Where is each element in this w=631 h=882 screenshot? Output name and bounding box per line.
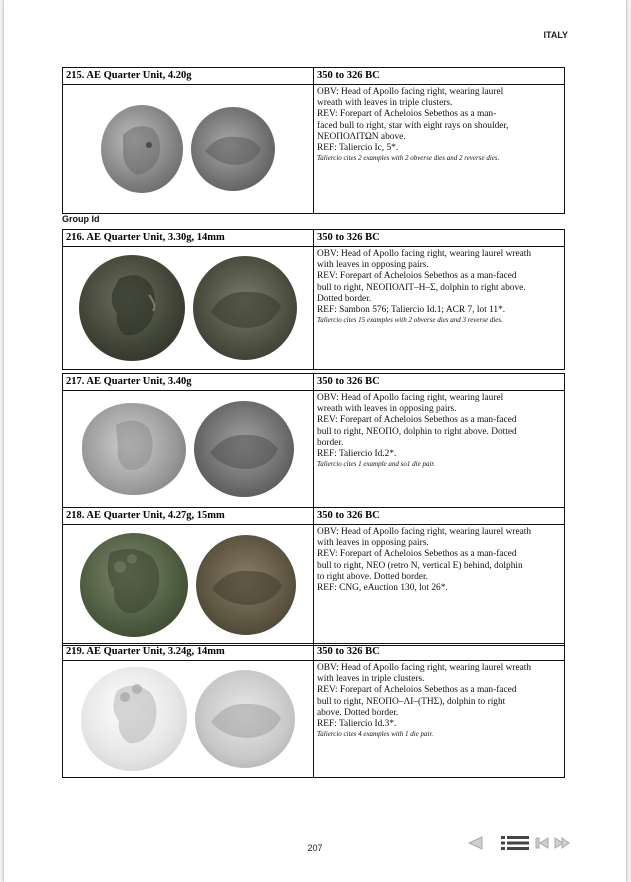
description-line: REV: Forepart of Acheloios Sebethos as a man-faced bbox=[317, 685, 517, 696]
reverse-coin-image bbox=[191, 107, 275, 191]
description-line: REF: Taliercio Id.3*. bbox=[317, 719, 397, 730]
die-note: Taliercio cites 4 examples with 1 die pair. bbox=[317, 730, 434, 739]
arrow-back-icon bbox=[534, 835, 550, 851]
description-line: REF: Taliercio Ic, 5*. bbox=[317, 143, 399, 154]
description-line: with leaves in triple clusters. bbox=[317, 674, 425, 685]
coin-date: 350 to 326 BC bbox=[317, 510, 380, 521]
description-line: REV: Forepart of Acheloios Sebethos as a man- bbox=[317, 109, 497, 120]
forward-button[interactable] bbox=[553, 835, 571, 851]
description-line: OBV: Head of Apollo facing right, wearing laurel wreath bbox=[317, 663, 532, 673]
obverse-coin-image bbox=[80, 533, 188, 637]
coin-description bbox=[314, 247, 564, 369]
reverse-coin-image bbox=[195, 670, 295, 768]
catalog-page bbox=[4, 0, 626, 882]
obverse-coin-image bbox=[79, 255, 185, 361]
coin-entry-218 bbox=[62, 507, 565, 646]
description-line: faced bull to right, star with eight rays on shoulder, bbox=[317, 120, 509, 131]
back-button[interactable] bbox=[534, 835, 550, 851]
triangle-left-icon bbox=[466, 835, 484, 851]
coin-description bbox=[314, 661, 564, 777]
description-line: wreath with leaves in triple clusters. bbox=[317, 98, 453, 109]
description-line: bull to right, NEO (retro N, vertical E) behind, dolphin bbox=[317, 560, 523, 571]
coin-description bbox=[314, 391, 564, 507]
description-line: border. bbox=[317, 437, 344, 448]
description-line: wreath with leaves in opposing pairs. bbox=[317, 404, 457, 415]
section-header: ITALY bbox=[543, 30, 568, 40]
group-label: Group Id bbox=[62, 214, 100, 224]
coin-title: 218. AE Quarter Unit, 4.27g, 15mm bbox=[63, 508, 314, 524]
description-line: with leaves in opposing pairs. bbox=[317, 260, 429, 271]
coin-entry-217 bbox=[62, 373, 565, 508]
coin-entry-216 bbox=[62, 229, 565, 370]
coin-date: 350 to 326 BC bbox=[317, 376, 380, 387]
list-icon bbox=[501, 835, 531, 851]
description-line: OBV: Head of Apollo facing right, wearing laurel wreath bbox=[317, 527, 532, 537]
obverse-coin-image bbox=[101, 105, 183, 193]
coin-images bbox=[63, 85, 314, 213]
die-note: Taliercio cites 15 examples with 2 obverse dies and 3 reverse dies. bbox=[317, 316, 503, 325]
description-line: OBV: Head of Apollo facing right, wearing laurel bbox=[317, 87, 504, 97]
description-line: REF: Sambon 576; Taliercio Id.1; ACR 7, lot 11*. bbox=[317, 305, 506, 316]
prev-page-button[interactable] bbox=[466, 835, 484, 851]
page-number: 207 bbox=[307, 843, 323, 853]
description-line: above. Dotted border. bbox=[317, 707, 399, 718]
coin-title: 219. AE Quarter Unit, 3.24g, 14mm bbox=[63, 644, 314, 660]
coin-title: 217. AE Quarter Unit, 3.40g bbox=[63, 374, 314, 390]
reverse-coin-image bbox=[196, 535, 296, 635]
coin-date: 350 to 326 BC bbox=[317, 232, 380, 243]
coin-entry-header bbox=[63, 68, 564, 85]
description-line: ΝΕΟΠΟΛΙΤΩΝ above. bbox=[317, 131, 406, 142]
description-line: REV: Forepart of Acheloios Sebethos as a man-faced bbox=[317, 549, 517, 560]
die-note: Taliercio cites 1 example and so1 die pair. bbox=[317, 460, 436, 469]
description-line: REF: CNG, eAuction 130, lot 26*. bbox=[317, 583, 448, 594]
coin-entry-header bbox=[63, 644, 564, 661]
coin-images bbox=[63, 525, 314, 645]
description-line: bull to right, ΝΕΟΠΟ–ΛΙ–(ΤΗΣ), dolphin to right bbox=[317, 696, 506, 707]
reverse-coin-image bbox=[193, 256, 297, 360]
coin-entry-header bbox=[63, 374, 564, 391]
coin-description bbox=[314, 525, 564, 645]
coin-title: 215. AE Quarter Unit, 4.20g bbox=[63, 68, 314, 84]
description-line: bull to right, ΝΕΟΠΟΛΙΤ–Η–Σ, dolphin to right above. bbox=[317, 282, 526, 293]
coin-entry-219 bbox=[62, 643, 565, 778]
reverse-coin-image bbox=[194, 401, 294, 497]
coin-description bbox=[314, 85, 564, 213]
description-line: OBV: Head of Apollo facing right, wearing laurel bbox=[317, 393, 504, 403]
coin-entry-header bbox=[63, 508, 564, 525]
description-line: Dotted border. bbox=[317, 293, 372, 304]
coin-images bbox=[63, 391, 314, 507]
description-line: REF: Taliercio Id.2*. bbox=[317, 449, 397, 460]
description-line: REV: Forepart of Acheloios Sebethos as a man-faced bbox=[317, 271, 517, 282]
obverse-coin-image bbox=[81, 667, 187, 771]
coin-entry-header bbox=[63, 230, 564, 247]
coin-images bbox=[63, 247, 314, 369]
coin-images bbox=[63, 661, 314, 777]
coin-entry-215 bbox=[62, 67, 565, 214]
description-line: OBV: Head of Apollo facing right, wearing laurel wreath bbox=[317, 249, 532, 259]
die-note: Taliercio cites 2 examples with 2 obverse dies and 2 reverse dies. bbox=[317, 154, 500, 163]
description-line: with leaves in opposing pairs. bbox=[317, 538, 429, 549]
arrow-forward-icon bbox=[553, 835, 571, 851]
contents-button[interactable] bbox=[501, 835, 531, 851]
coin-date: 350 to 326 BC bbox=[317, 70, 380, 81]
coin-date: 350 to 326 BC bbox=[317, 646, 380, 657]
description-line: bull to right, ΝΕΟΠΟ, dolphin to right above. Dotted bbox=[317, 426, 517, 437]
coin-title: 216. AE Quarter Unit, 3.30g, 14mm bbox=[63, 230, 314, 246]
description-line: to right above. Dotted border. bbox=[317, 571, 428, 582]
obverse-coin-image bbox=[82, 403, 186, 495]
description-line: REV: Forepart of Acheloios Sebethos as a man-faced bbox=[317, 415, 517, 426]
